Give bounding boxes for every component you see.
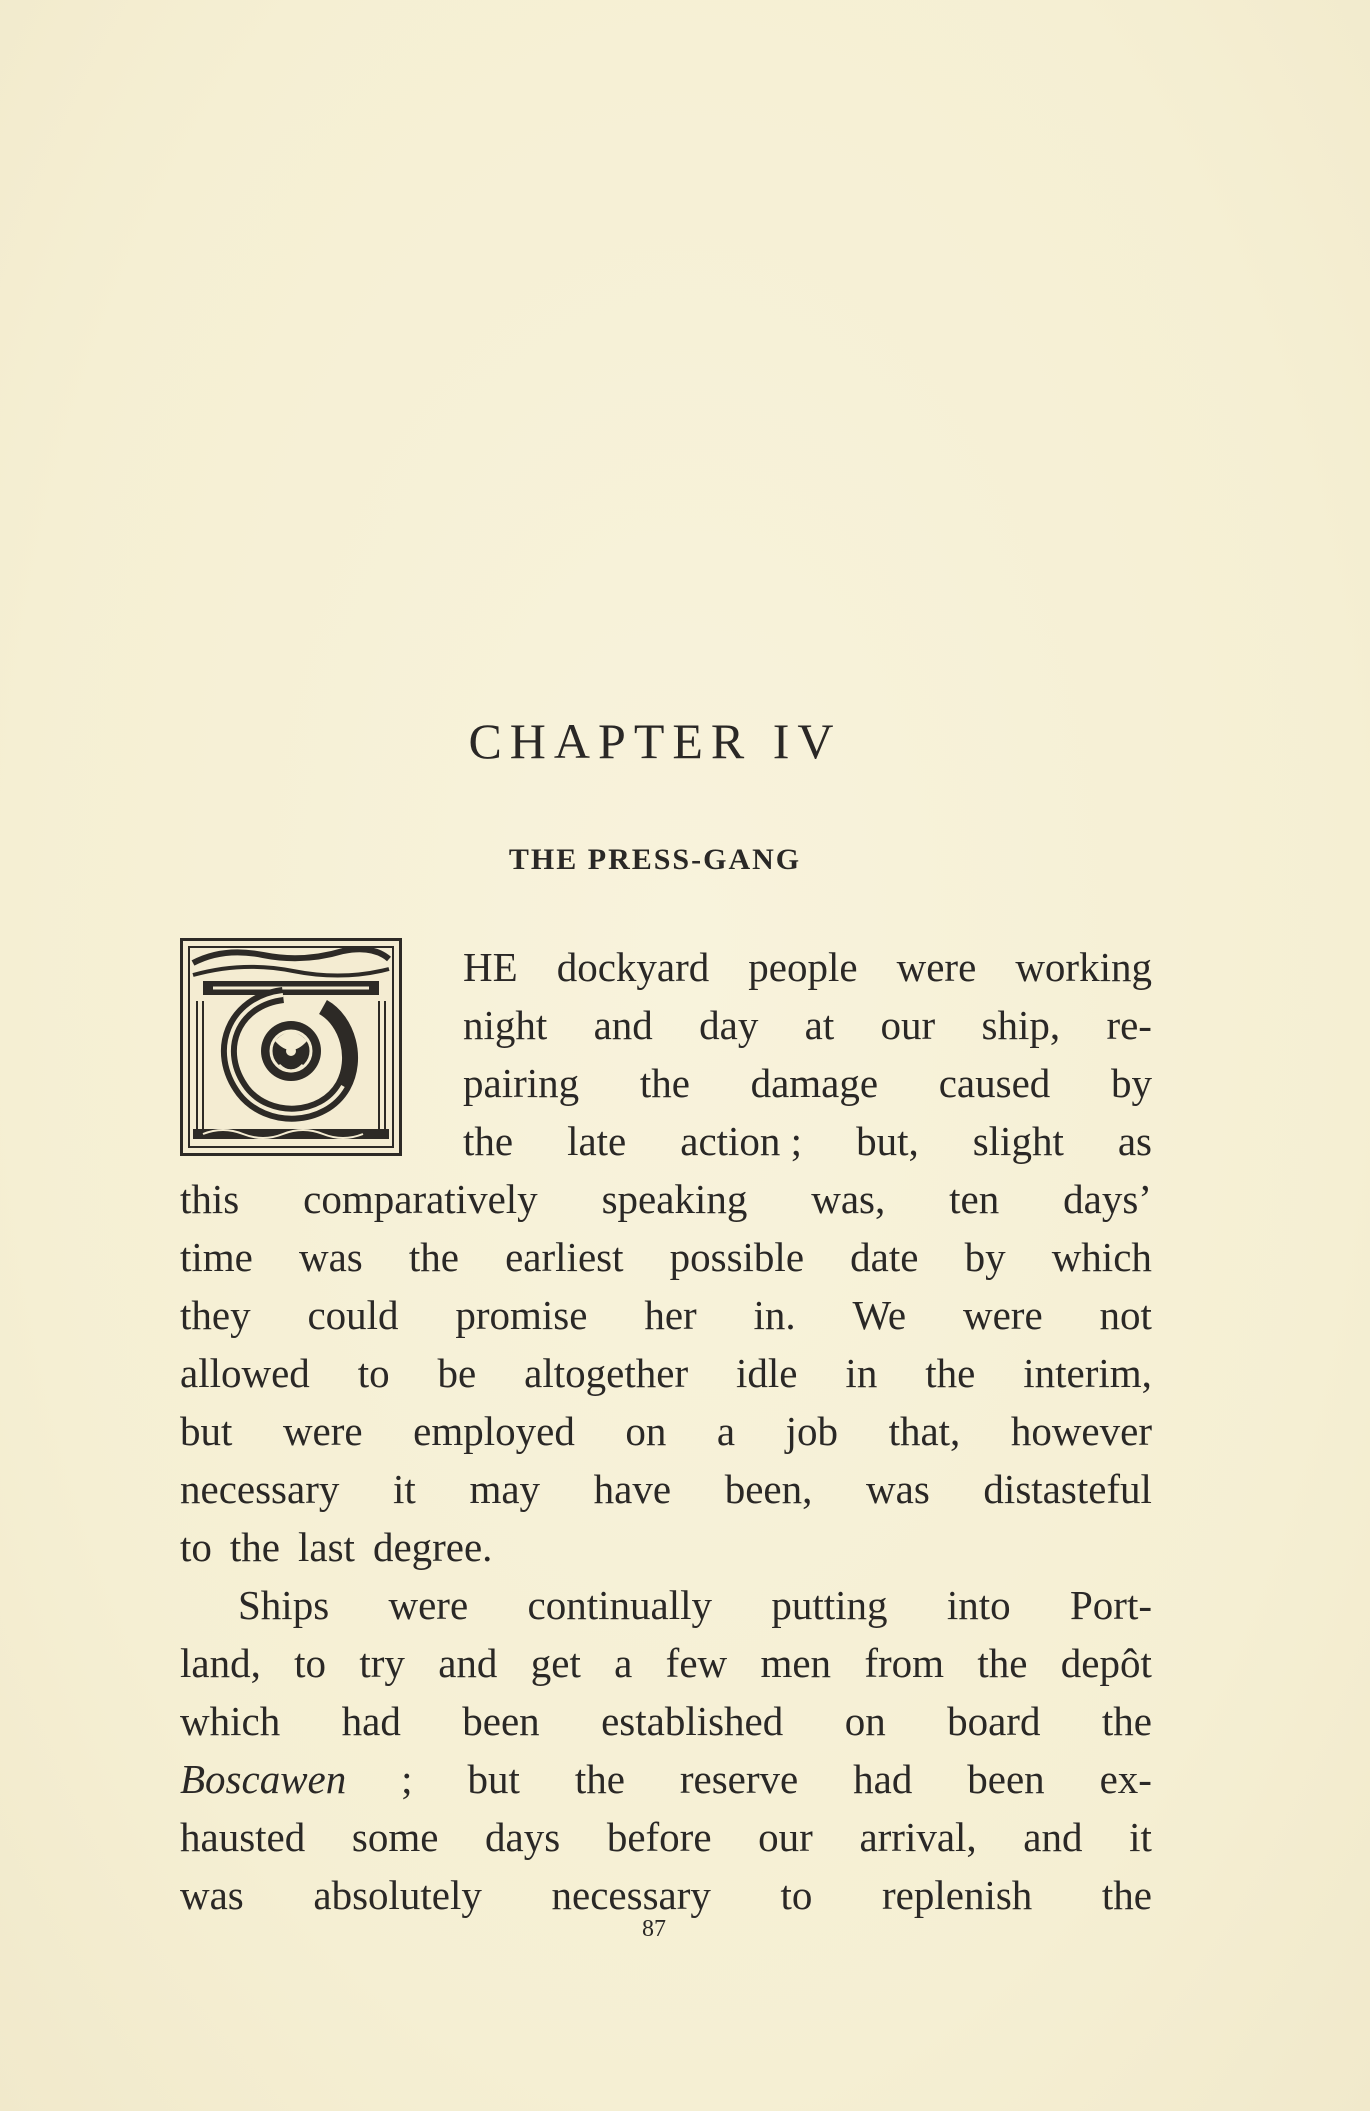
word: speaking (601, 1176, 748, 1222)
word: the (977, 1640, 1028, 1686)
word: putting (771, 1582, 888, 1628)
word: continually (527, 1582, 712, 1628)
word: in. (753, 1292, 796, 1338)
word: the (1101, 1698, 1152, 1744)
word: Ships (238, 1582, 330, 1628)
word: at (804, 1002, 835, 1048)
word: ten (949, 1176, 1000, 1222)
word: been, (724, 1466, 813, 1512)
word: which (180, 1698, 281, 1744)
word: and (438, 1640, 498, 1686)
word: established (601, 1698, 784, 1744)
word: a (614, 1640, 633, 1686)
word: but, (856, 1118, 919, 1164)
word: ; (401, 1756, 413, 1802)
word: was (866, 1466, 930, 1512)
word: were (282, 1408, 363, 1454)
word: into (946, 1582, 1011, 1628)
text-line (180, 1170, 1152, 1228)
word: on (625, 1408, 667, 1454)
text-line (180, 1750, 1152, 1808)
word: board (947, 1698, 1041, 1744)
word: working (1015, 944, 1152, 990)
word: this (180, 1176, 240, 1222)
text-line (180, 938, 1152, 996)
word: not (1099, 1292, 1152, 1338)
word: and (593, 1002, 653, 1048)
word: our (880, 1002, 936, 1048)
word: had (341, 1698, 401, 1744)
word: try (359, 1640, 405, 1686)
word: to (357, 1350, 390, 1396)
word: late (567, 1118, 627, 1164)
word: were (388, 1582, 469, 1628)
word: were (896, 944, 977, 990)
word: night (463, 1002, 548, 1048)
word: altogether (524, 1350, 689, 1396)
word: slight (972, 1118, 1064, 1164)
word: date (850, 1234, 919, 1280)
text-line (180, 1634, 1152, 1692)
chapter-title: CHAPTER IV (468, 713, 842, 769)
word: but (180, 1408, 233, 1454)
word: our (758, 1814, 813, 1860)
word: idle (736, 1350, 798, 1396)
text-line (180, 1344, 1152, 1402)
word: interim, (1023, 1350, 1152, 1396)
word: in (845, 1350, 878, 1396)
word: however (1010, 1408, 1152, 1454)
word: get (530, 1640, 581, 1686)
body-text (180, 938, 1152, 1924)
word: to (180, 1524, 212, 1570)
word: and (1023, 1814, 1083, 1860)
word: ex- (1099, 1756, 1152, 1802)
word: land, (180, 1640, 261, 1686)
word: been (967, 1756, 1045, 1802)
text-line (180, 1692, 1152, 1750)
word: been (462, 1698, 540, 1744)
word: that, (888, 1408, 961, 1454)
text-line (180, 1112, 1152, 1170)
word: on (844, 1698, 886, 1744)
word: action ; (680, 1118, 803, 1164)
word: was (299, 1234, 363, 1280)
word: Boscawen (180, 1756, 347, 1802)
word: job (785, 1408, 839, 1454)
word: by (964, 1234, 1006, 1280)
word: the (925, 1350, 976, 1396)
text-line (180, 1808, 1152, 1866)
text-line (180, 996, 1152, 1054)
word: may (469, 1466, 541, 1512)
word: the (574, 1756, 625, 1802)
text-line (180, 1576, 1152, 1634)
word: pairing (463, 1060, 580, 1106)
word: days (485, 1814, 561, 1860)
word: damage (750, 1060, 879, 1106)
word: it (1129, 1814, 1152, 1860)
word: possible (669, 1234, 805, 1280)
word: to (780, 1872, 813, 1918)
word: depôt (1060, 1640, 1152, 1686)
word: replenish (882, 1872, 1033, 1918)
word: were (962, 1292, 1043, 1338)
word: some (351, 1814, 439, 1860)
word: the (1101, 1872, 1152, 1918)
word: the (463, 1118, 514, 1164)
text-line (180, 1228, 1152, 1286)
text-line (180, 1518, 1152, 1576)
word: before (606, 1814, 712, 1860)
text-line (180, 1402, 1152, 1460)
word: from (864, 1640, 945, 1686)
word: men (760, 1640, 832, 1686)
word: HE (463, 944, 518, 990)
word: day (699, 1002, 759, 1048)
chapter-subtitle: THE PRESS-GANG (508, 843, 802, 876)
word: degree. (372, 1524, 493, 1570)
word: had (853, 1756, 913, 1802)
word: ship, (981, 1002, 1061, 1048)
word: was (180, 1872, 244, 1918)
word: necessary (180, 1466, 340, 1512)
word: reserve (679, 1756, 799, 1802)
word: was, (811, 1176, 886, 1222)
word: last (298, 1524, 355, 1570)
word: promise (455, 1292, 588, 1338)
page-number: 87 (642, 1916, 666, 1942)
word: to (294, 1640, 327, 1686)
word: allowed (180, 1350, 310, 1396)
word: by (1110, 1060, 1152, 1106)
word: but (467, 1756, 520, 1802)
text-line (180, 1460, 1152, 1518)
word: they (180, 1292, 251, 1338)
word: dockyard (556, 944, 710, 990)
word: earliest (505, 1234, 624, 1280)
word: people (748, 944, 858, 990)
word: the (408, 1234, 459, 1280)
word: the (229, 1524, 280, 1570)
word: We (852, 1292, 907, 1338)
word: absolutely (313, 1872, 482, 1918)
word: which (1051, 1234, 1152, 1280)
word: her (644, 1292, 697, 1338)
word: days’ (1063, 1176, 1152, 1222)
word: the (639, 1060, 690, 1106)
word: re- (1106, 1002, 1152, 1048)
word: it (393, 1466, 416, 1512)
text-line (180, 1286, 1152, 1344)
word: as (1117, 1118, 1152, 1164)
word: have (593, 1466, 672, 1512)
word: employed (413, 1408, 575, 1454)
word: arrival, (859, 1814, 977, 1860)
word: a (716, 1408, 736, 1454)
word: Port- (1070, 1582, 1152, 1628)
word: hausted (180, 1814, 306, 1860)
word: be (437, 1350, 477, 1396)
word: comparatively (303, 1176, 538, 1222)
word: distasteful (983, 1466, 1152, 1512)
word: could (307, 1292, 399, 1338)
word: caused (938, 1060, 1051, 1106)
word: necessary (551, 1872, 711, 1918)
word: few (665, 1640, 728, 1686)
word: time (180, 1234, 253, 1280)
text-line (180, 1054, 1152, 1112)
